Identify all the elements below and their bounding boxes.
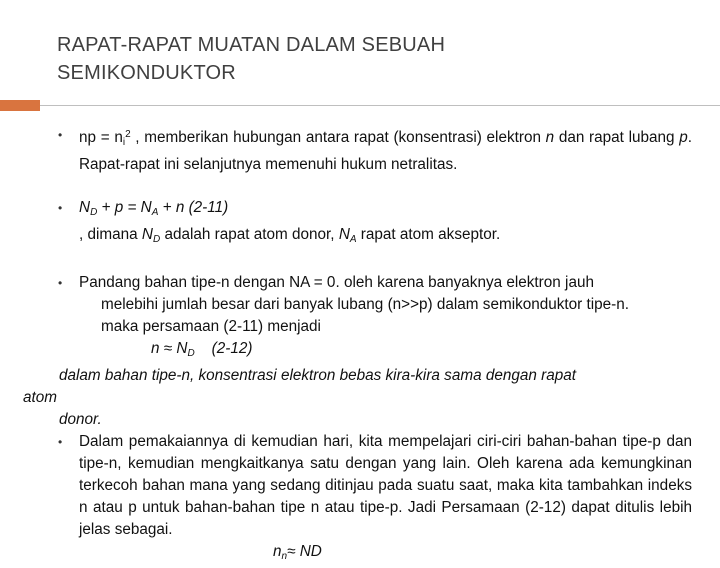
- title-line-2: SEMIKONDUKTOR: [57, 62, 236, 84]
- slide-title: [57, 31, 657, 87]
- bullet-np-relation: • np = $n_i^2$ , memberikan hubungan antara rapat (konsentrasi) elektron n dan rapat lubang p. Rapat-rapat ini selanjutnya memenuhi hukum netralitas.: [56, 124, 692, 176]
- bullet-index-notation: • Dalam pemakaiannya di kemudian hari, kita mempelajari ciri-ciri bahan-bahan tipe-p dan tipe-n, kemudian mengkaitkanya satu dengan yang lain. Oleh karena ada kemungkinan terkecoh bahan mana yang sedang ditinjau pada suatu saat, maka kita tambahkan indeks n atau p untuk bahan-bahan tipe n atau tipe-p. Jadi Persamaan (2-12) dapat ditulis lebih jelas sebagai. $n_n\approx$ ND: [56, 431, 692, 568]
- equation-nn: $n_n\approx$ ND: [273, 543, 322, 562]
- bullet-n-type: • Pandang bahan tipe-n dengan NA = 0. oleh karena banyaknya elektron jauh melebihi jumlah besar dari banyak lubang (n>>p) dalam semikonduktor tipe-n. maka persamaan (2-11) menjadi $n \approx N_D$ (2-12) dalam bahan tipe-n, konsentrasi elektron bebas kira-kira sama dengan rapat atom donor.: [56, 272, 692, 431]
- equation-2-11: • $N_D + p = N_A + n$ (2-11): [79, 199, 229, 218]
- title-line-1: RAPAT-RAPAT MUATAN DALAM SEBUAH: [57, 34, 446, 56]
- accent-bar: [0, 100, 40, 111]
- equation-2-12: $n \approx N_D$ (2-12): [151, 340, 253, 359]
- bullet-neutrality-equation: [56, 197, 692, 251]
- equation-2-11-explanation: , dimana $N_D$ adalah rapat atom donor, $N_A$ rapat atom akseptor.: [79, 226, 501, 245]
- title-divider: [40, 105, 720, 106]
- slide-content: [23, 124, 692, 568]
